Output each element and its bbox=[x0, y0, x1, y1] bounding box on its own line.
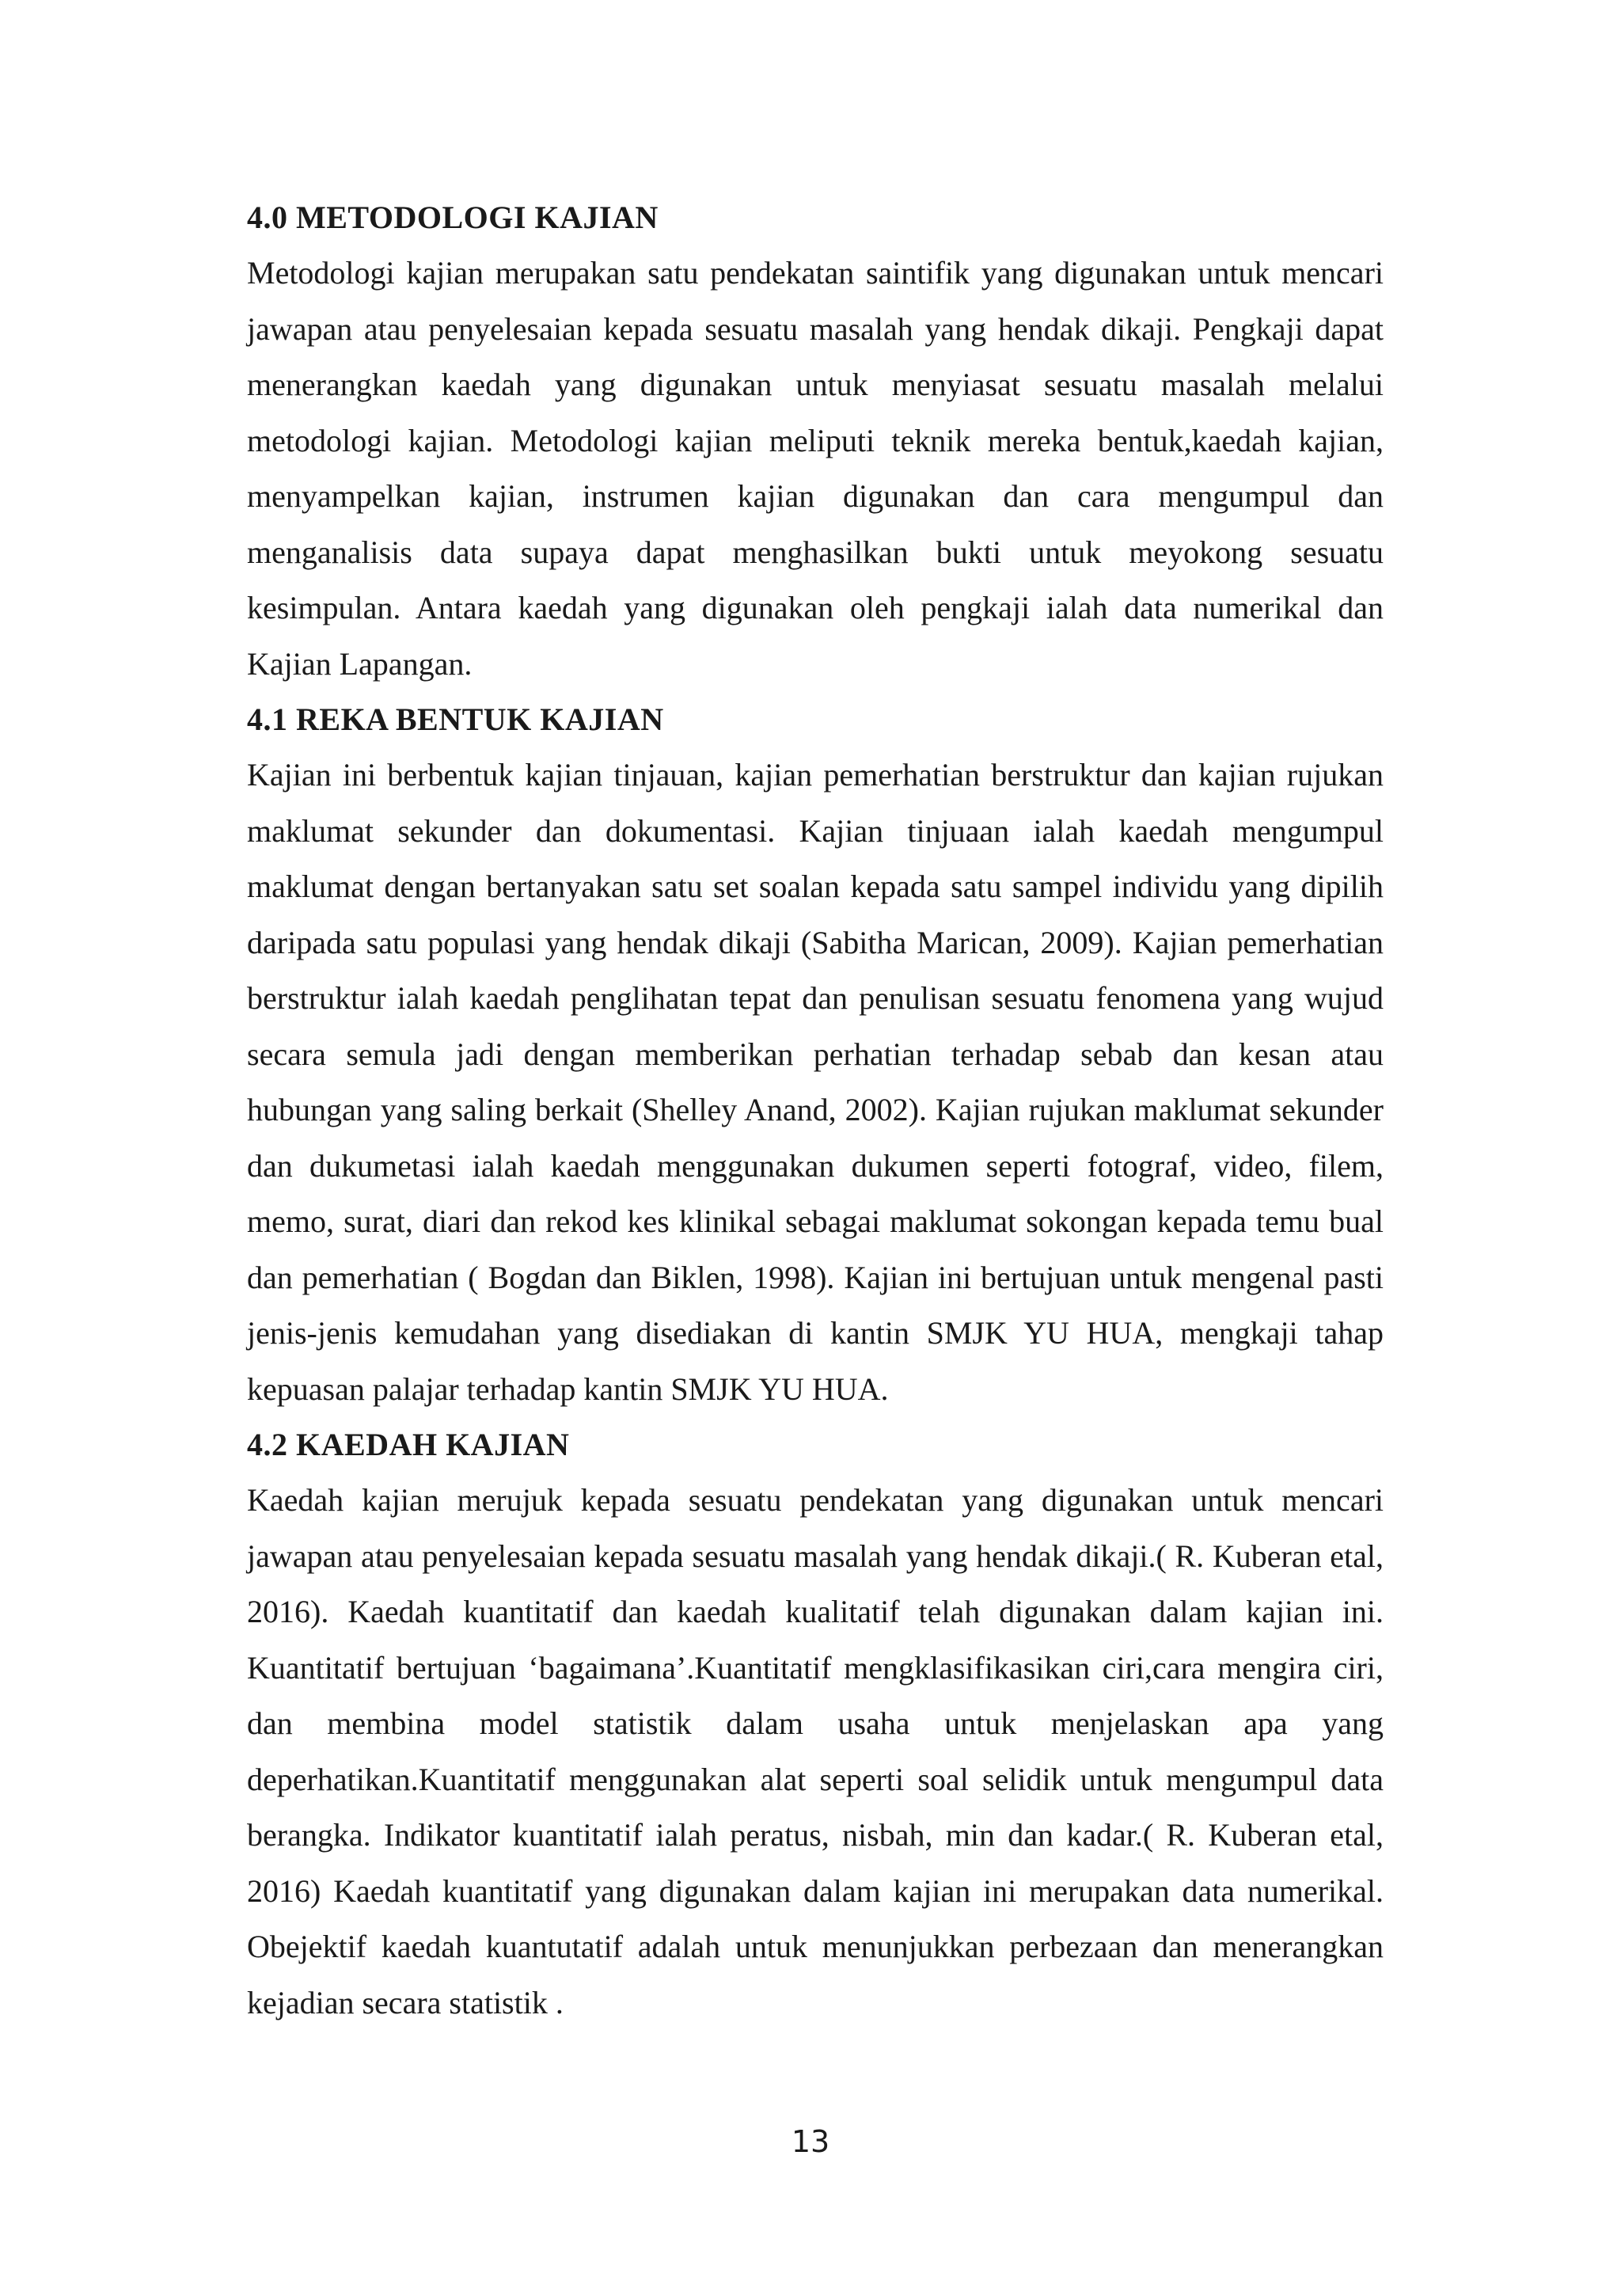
paragraph-kaedah-kajian: Kaedah kajian merujuk kepada sesuatu pendekatan yang digunakan untuk mencari jawapan atau penyelesaian kepada sesuatu masalah yang hendak dikaji.( R. Kuberan etal, 2016). Kaedah kuantitatif dan kaedah kualitatif telah digunakan dalam kajian ini. Kuantitatif bertujuan ‘bagaimana’.Kuantitatif mengklasifikasikan ciri,cara mengira ciri, dan membina model statistik dalam usaha untuk menjelaskan apa yang deperhatikan.Kuantitatif menggunakan alat seperti soal selidik untuk mengumpul data berangka. Indikator kuantitatif ialah peratus, nisbah, min dan kadar.( R. Kuberan etal, 2016) Kaedah kuantitatif yang digunakan dalam kajian ini merupakan data numerikal. Obejektif kaedah kuantutatif adalah untuk menunjukkan perbezaan dan menerangkan kejadian secara statistik . bbox=[247, 1482, 1384, 2020]
paragraph-reka-bentuk-kajian: Kajian ini berbentuk kajian tinjauan, kajian pemerhatian berstruktur dan kajian rujukan maklumat sekunder dan dokumentasi. Kajian tinjuaan ialah kaedah mengumpul maklumat dengan bertanyakan satu set soalan kepada satu sampel individu yang dipilih daripada satu populasi yang hendak dikaji (Sabitha Marican, 2009). Kajian pemerhatian berstruktur ialah kaedah penglihatan tepat dan penulisan sesuatu fenomena yang wujud secara semula jadi dengan memberikan perhatian terhadap sebab dan kesan atau hubungan yang saling berkait (Shelley Anand, 2002). Kajian rujukan maklumat sekunder dan dukumetasi ialah kaedah menggunakan dukumen seperti fotograf, video, filem, memo, surat, diari dan rekod kes klinikal sebagai maklumat sokongan kepada temu bual dan pemerhatian ( Bogdan dan Biklen, 1998). Kajian ini bertujuan untuk mengenal pasti jenis-jenis kemudahan yang disediakan di kantin SMJK YU HUA, mengkaji tahap kepuasan palajar terhadap kantin SMJK YU HUA. bbox=[247, 757, 1384, 1407]
page-number: 13 bbox=[791, 2124, 830, 2159]
heading-metodologi-kajian: 4.0 METODOLOGI KAJIAN bbox=[247, 200, 659, 235]
document-page bbox=[247, 190, 1384, 2031]
heading-reka-bentuk-kajian: 4.1 REKA BENTUK KAJIAN bbox=[247, 701, 664, 737]
paragraph-metodologi-kajian: Metodologi kajian merupakan satu pendekatan saintifik yang digunakan untuk mencari jawapan atau penyelesaian kepada sesuatu masalah yang hendak dikaji. Pengkaji dapat menerangkan kaedah yang digunakan untuk menyiasat sesuatu masalah melalui metodologi kajian. Metodologi kajian meliputi teknik mereka bentuk,kaedah kajian, menyampelkan kajian, instrumen kajian digunakan dan cara mengumpul dan menganalisis data supaya dapat menghasilkan bukti untuk meyokong sesuatu kesimpulan. Antara kaedah yang digunakan oleh pengkaji ialah data numerikal dan Kajian Lapangan. bbox=[247, 255, 1384, 682]
heading-kaedah-kajian: 4.2 KAEDAH KAJIAN bbox=[247, 1427, 570, 1462]
